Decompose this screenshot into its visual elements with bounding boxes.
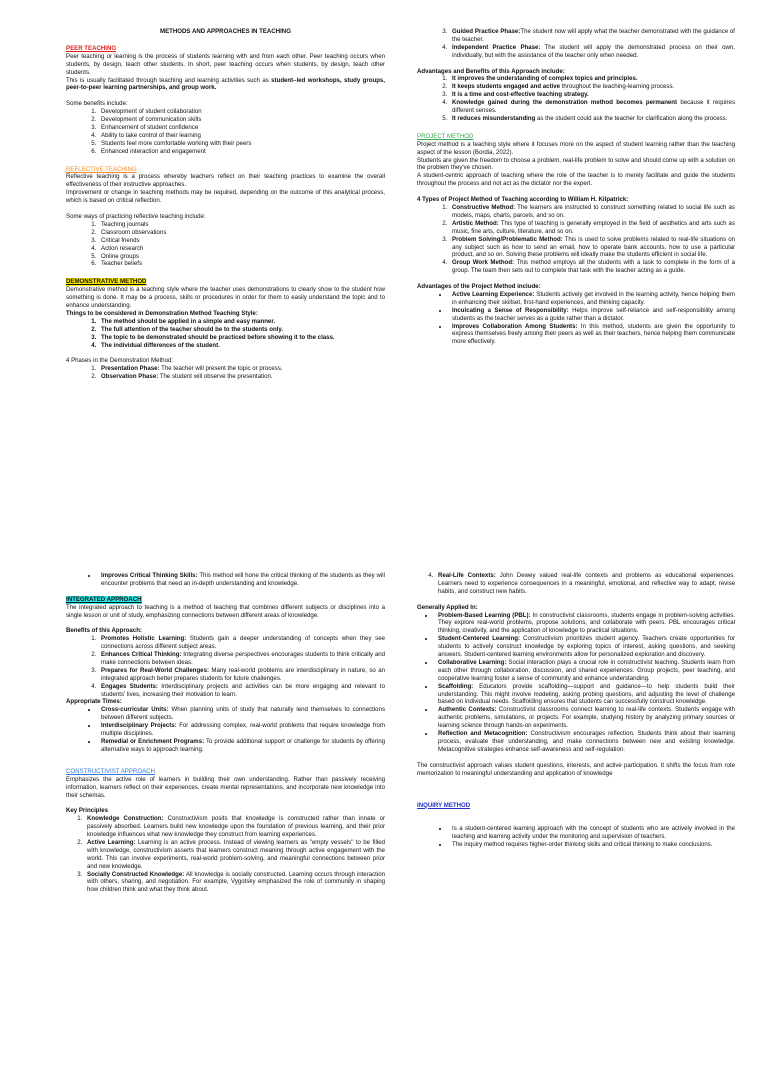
integrated-times-intro: Appropriate Times: — [66, 698, 122, 706]
list-item: 2. Artistic Method: This type of teaching is generally employed in the field of aesthetics and arts such as music, fine arts, culture, literature, and so on. — [449, 220, 735, 236]
project-para2: Students are given the freedom to choose a problem, real-life problem to solve and should come up with a solution on the problem they've chosen. — [417, 156, 735, 172]
list-item: 1. Presentation Phase: The teacher will present the topic or process. — [98, 365, 385, 373]
list-item: 1. Development of student collaboration — [98, 108, 385, 116]
integrated-times-list — [66, 706, 385, 753]
demonstrative-phases-list-a — [66, 365, 385, 381]
list-item: • Improves Collaboration Among Students: In this method, students are given the opportunity to express themselves freely among their peers as well as their teachers, hence helping them communicate more effectively. — [449, 323, 735, 347]
list-item: 3. The topic to be demonstrated should be practiced before showing it to the class. — [98, 334, 385, 342]
constructivist-key-list-b — [417, 572, 735, 596]
list-item: 6. Teacher beliefs — [98, 260, 385, 268]
constructivist-applied-intro: Generally Applied In: — [417, 603, 478, 611]
constructivist-key-intro: Key Principles — [66, 807, 108, 815]
inquiry-method-section — [417, 802, 735, 849]
list-item: 1. Constructive Method: The learners are instructed to construct something related to social life such as models, maps, charts, parcels, and so on. — [449, 204, 735, 220]
list-item: 2. Observation Phase: The student will observe the presentation. — [98, 373, 385, 381]
page1-right-column — [417, 28, 735, 346]
constructivist-para1: Emphasizes the active role of learners in building their own understanding. Rather than passively receiving information, learners reflect on their experiences, create mental representations, and incorporate new knowledge into their schemas. — [66, 775, 385, 799]
list-item: 4. Knowledge gained during the demonstration method becomes permanent because it requires different senses. — [449, 99, 735, 115]
list-item: 2. Active Learning: Learning is an active process. Instead of viewing learners as "empty vessels" to be filled with knowledge, constructivism asserts that learners construct meaning through active engagement with the world. This can involve experiments, real-world problem-solving, and meaningful connections between prior and new knowledge. — [84, 839, 385, 871]
reflective-ways-list — [66, 221, 385, 268]
list-item: • The inquiry method requires higher-order thinking skills and critical thinking to make conclusions. — [449, 841, 735, 849]
reflective-ways-intro: Some ways of practicing reflective teaching include: — [66, 213, 206, 220]
inquiry-list — [417, 825, 735, 849]
list-item: 4. The individual differences of the student. — [98, 342, 385, 350]
demonstrative-phases-intro: 4 Phases in the Demonstration Method: — [66, 357, 174, 365]
list-item: 1. It improves the understanding of complex topics and principles. — [449, 75, 735, 83]
page2-left-column — [66, 572, 385, 894]
list-item: 4. Independent Practice Phase: The student will apply the demonstrated process on their own, individually, but with the assistance of the teacher only when needed. — [449, 44, 735, 60]
list-item: 4. Real-Life Contexts: John Dewey valued real-life contexts and problems as educational experiences. Learners need to experience consequences in a meaningful, emotional, and reflective way to adapt, revise habits, and construct new habits. — [435, 572, 735, 596]
reflective-teaching-section — [66, 166, 385, 269]
list-item: • Authentic Contexts: Constructivist classrooms connect learning to real-life contexts. Students engage with authentic problems, simulations, or projects. For example, studying history by analyzing primary sources or learning science through hands-on experiments. — [435, 706, 735, 730]
demonstrative-things-intro: Things to be considered in Demonstration Method Teaching Style: — [66, 309, 258, 317]
list-item: • Reflection and Metacognition: Constructivism encourages reflection. Students think about their learning process, evaluate their understanding, and make connections between new and existing knowledge. Metacognitive strategies enhance self-awareness and self-regulation. — [435, 730, 735, 754]
list-item: • Remedial or Enrichment Programs: To provide additional support or challenge for students by offering alternative ways to approach learning. — [98, 738, 385, 754]
page1-left-column — [66, 28, 385, 381]
list-item: • Improves Critical Thinking Skills: This method will hone the critical thinking of the students as they will encounter problems that need an in-depth understanding and knowledge. — [98, 572, 385, 588]
project-para3: A student-centric approach of teaching where the role of the teacher is to merely facilitate and guide the students throughout the process and not act as the dictator nor the expert. — [417, 172, 735, 188]
list-item: • Inculcating a Sense of Responsibility: Helps improve self-reliance and self-responsibility among students as the teacher serves as a guide rather than a dictator. — [449, 307, 735, 323]
peer-benefits-intro: Some benefits include: — [66, 100, 128, 108]
list-item: 6. Enhanced interaction and engagement — [98, 148, 385, 156]
list-item: 3. Prepares for Real-World Challenges: Many real-world problems are interdisciplinary in nature, so an integrated approach better prepares students for future challenges. — [98, 667, 385, 683]
demonstrative-adv-intro: Advantages and Benefits of this Approach include: — [417, 67, 565, 75]
project-method-heading: PROJECT METHOD — [417, 132, 474, 140]
list-item: 1. Knowledge Construction: Constructivism posits that knowledge is constructed rather than innate or passively absorbed. Learners build new knowledge upon the foundation of previous learning, and their prior knowledge influences what new knowledge they construct from learning experiences. — [84, 815, 385, 839]
demonstrative-things-list — [66, 318, 385, 350]
demonstrative-method-section — [66, 278, 385, 381]
list-item: 3. Socially Constructed Knowledge: All knowledge is socially constructed. Learning occurs through interaction with others, sharing, and negotiation. For example, Vygotsky emphasized the role of community in shaping how children think and what they think about. — [84, 871, 385, 895]
peer-teaching-section — [66, 45, 385, 156]
list-item: • Cross-curricular Units: When planning units of study that naturally lend themselves to connections between different subjects. — [98, 706, 385, 722]
reflective-teaching-heading: REFLECTIVE TEACHING — [66, 165, 137, 173]
inquiry-method-heading: INQUIRY METHOD — [417, 801, 471, 809]
reflective-para1: Reflective teaching is a process whereby teachers reflect on their teaching practices to examine the overall effectiveness of their instructive approaches. — [66, 173, 385, 189]
project-method-section — [417, 133, 735, 346]
integrated-benefits-list — [66, 635, 385, 698]
document-page-2 — [0, 560, 768, 1072]
constructivist-approach-section — [66, 768, 385, 894]
list-item: 4. Action research — [98, 245, 385, 253]
project-types-list — [417, 204, 735, 275]
list-item: 5. It reduces misunderstanding as the student could ask the teacher for clarification along the process. — [449, 115, 735, 123]
list-item: • Problem-Based Learning (PBL): In constructivist classrooms, students engage in problem-solving activities. They explore real-world problems, propose solutions, and collaborate with peers. PBL encourages critical thinking, creativity, and the application of knowledge to practical situations. — [435, 612, 735, 636]
document-page-1 — [0, 0, 768, 512]
list-item: • Collaborative Learning: Social interaction plays a crucial role in constructivist teaching. Students learn from each other through collaboration, discussion, and shared experiences. Group projects, peer teaching, and cooperative learning foster a sense of community and enhance understanding. — [435, 659, 735, 683]
peer-teaching-para2: This is usually facilitated through teaching and learning activities such as student–led workshops, study groups, peer-to-peer learning partnerships, and group work. — [66, 76, 385, 92]
list-item: 2. Enhances Critical Thinking: Integrating diverse perspectives encourages students to think critically and make connections between ideas. — [98, 651, 385, 667]
constructivist-key-list-a — [66, 815, 385, 894]
list-item: 3. Critical friends — [98, 237, 385, 245]
list-item: • Active Learning Experience: Students actively get involved in the learning activity, hence helping them in enhancing their skillset, first-hand experiences, and thinking capacity. — [449, 291, 735, 307]
list-item: 2. Classroom observations — [98, 229, 385, 237]
integrated-approach-heading: INTEGRATED APPROACH — [66, 595, 142, 603]
integrated-benefits-intro: Benefits of this Approach: — [66, 627, 142, 635]
list-item: 4. Ability to take control of their learning — [98, 132, 385, 140]
list-item: 3. Guided Practice Phase:The student now will apply what the teacher demonstrated with the guidance of the teacher. — [449, 28, 735, 44]
constructivist-closing: The constructivist approach values student questions, interests, and active participation. It shifts the focus from rote memorization to meaningful understanding and application of knowledge — [417, 761, 735, 777]
list-item: • Interdisciplinary Projects: For addressing complex, real-world problems that require knowledge from multiple disciplines. — [98, 722, 385, 738]
list-item: 3. Problem Solving/Problematic Method: This is used to solve problems related to real-life situations on any subject such as how to send an email, how to operate bank accounts, how to use a particular product, and so on. Solving these problems will ideally make the students efficient in social life. — [449, 236, 735, 260]
demonstrative-adv-list — [417, 75, 735, 122]
page2-right-column — [417, 572, 735, 849]
list-item: 1. The method should be applied in a simple and easy manner. — [98, 318, 385, 326]
list-item: • Student-Centered Learning: Constructivism prioritizes student agency. Teachers create opportunities for students to actively construct knowledge by exploring topics of interest, asking questions, and seeking answers. Student-centered learning environments allow for personalized exploration and discovery. — [435, 635, 735, 659]
list-item: 5. Students feel more comfortable working with their peers — [98, 140, 385, 148]
peer-benefits-list — [66, 108, 385, 155]
list-item: • Is a student-centered learning approach with the concept of students who are actively involved in the teaching and learning activity under the monitoring and supervision of teachers. — [449, 825, 735, 841]
list-item: 4. Group Work Method: This method employs all the students with a task to complete in the form of a group. The team then sets out to complete that task with the teacher acting as a guide. — [449, 259, 735, 275]
demonstrative-method-heading: DEMONSTRATIVE METHOD — [66, 278, 147, 286]
list-item: 1. Teaching journals — [98, 221, 385, 229]
reflective-para2: Improvement or change in teaching methods may be required, depending on the outcome of this analytical process, which is based on critical reflection. — [66, 189, 385, 205]
list-item: 1. Promotes Holistic Learning: Students gain a deeper understanding of concepts when they see connections across different subject areas. — [98, 635, 385, 651]
project-types-intro: 4 Types of Project Method of Teaching according to William H. Kilpatrick: — [417, 196, 629, 204]
constructivist-applied-list — [417, 612, 735, 754]
list-item: 2. It keeps students engaged and active throughout the teaching-learning process. — [449, 83, 735, 91]
list-item: 2. The full attention of the teacher should be to the students only. — [98, 326, 385, 334]
constructivist-approach-heading: CONSTRUCTIVIST APPROACH — [66, 767, 155, 775]
peer-teaching-heading: PEER TEACHING — [66, 44, 117, 52]
list-item: 3. Enhancement of student confidence — [98, 124, 385, 132]
list-item: 4. Engages Students: Interdisciplinary projects and activities can be more engaging and relevant to students' lives, increasing their motivation to learn. — [98, 683, 385, 699]
list-item: 2. Development of communication skills — [98, 116, 385, 124]
list-item: • Scaffolding: Educators provide scaffolding—support and guidance—to help students build their understanding. This might involve modeling, asking probing questions, and adjusting the level of challenge based on individual needs. Scaffolding ensures that students can successfully construct knowledge. — [435, 683, 735, 707]
list-item: 5. Online groups — [98, 253, 385, 261]
demonstrative-phases-list-b — [417, 28, 735, 60]
project-adv-intro: Advantages of the Project Method include: — [417, 283, 541, 291]
project-adv-list-continued — [66, 572, 385, 588]
list-item: 3. It is a time and cost-effective teaching strategy. — [449, 91, 735, 99]
demonstrative-para1: Demonstrative method is a teaching style where the teacher uses demonstrations to clearly show to the student how something is done. It may be a process, skills or procedures in order for them to easily understand the topic and to enhance understanding. — [66, 286, 385, 310]
integrated-approach-section — [66, 596, 385, 754]
document-title: METHODS AND APPROACHES IN TEACHING — [160, 28, 291, 35]
project-adv-list — [417, 291, 735, 346]
project-para1: Project method is a teaching style where it focuses more on the aspect of student learning rather than the teaching aspect of the lesson (Bordia, 2022). — [417, 140, 735, 156]
integrated-para1: The integrated approach to teaching is a method of teaching that combines different subjects or disciplines into a single lesson or unit of study, emphasizing connections between different areas of knowledge. — [66, 603, 385, 619]
peer-teaching-para1: Peer teaching or learning is the process of students learning with and from each other. Peer teaching occurs when students, by design, teach other students. In short, peer teaching occurs when students, by design, teach other students. — [66, 52, 385, 76]
